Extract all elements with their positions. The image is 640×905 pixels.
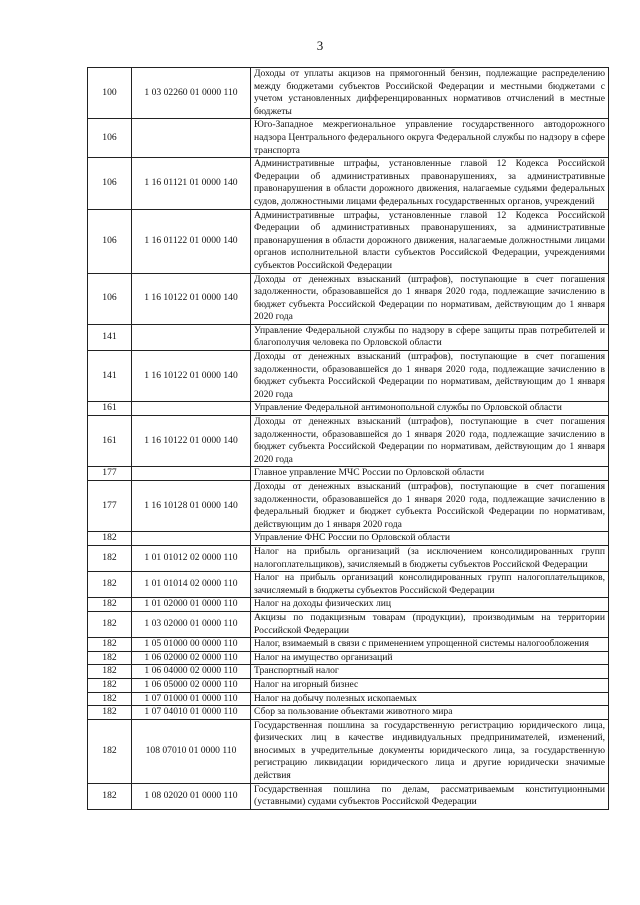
- table-row: [88, 783, 609, 809]
- budget-code-cell: 1 06 04000 02 0000 110: [132, 665, 251, 679]
- budget-code-cell: 108 07010 01 0000 110: [132, 719, 251, 783]
- revenue-name-cell: Налог, взимаемый в связи с применением упрощенной системы налогообложения: [251, 638, 609, 652]
- admin-code-cell: 161: [88, 402, 132, 416]
- budget-code-cell: 1 07 04010 01 0000 110: [132, 706, 251, 720]
- table-row: [88, 481, 609, 532]
- budget-code-cell: 1 03 02000 01 0000 110: [132, 611, 251, 637]
- admin-code-cell: 106: [88, 158, 132, 209]
- revenue-name-cell: Доходы от уплаты акцизов на прямогонный бензин, подлежащие распределению между бюджетами субъектов Российской Федерации и местными бюджетами с учетом установленных дифференцированных нормативов отчислений в местные бюджеты: [251, 68, 609, 119]
- revenue-name-cell: Налог на игорный бизнес: [251, 678, 609, 692]
- budget-code-cell: 1 08 02020 01 0000 110: [132, 783, 251, 809]
- budget-code-cell: 1 06 05000 02 0000 110: [132, 678, 251, 692]
- budget-code-cell: 1 06 02000 02 0000 110: [132, 651, 251, 665]
- revenue-name-cell: Административные штрафы, установленные главой 12 Кодекса Российской Федерации об административных правонарушениях, за административные правонарушения в области дорожного движения, налагаемые судьями федеральных судов, должностными лицами федеральных государственных органов, учреждений: [251, 158, 609, 209]
- revenue-codes-table: [87, 67, 609, 810]
- table-row: [88, 158, 609, 209]
- revenue-name-cell: Государственная пошлина по делам, рассматриваемым конституционными (уставными) судами субъектов Российской Федерации: [251, 783, 609, 809]
- table-row: [88, 545, 609, 571]
- revenue-name-cell: Доходы от денежных взысканий (штрафов), поступающие в счет погашения задолженности, образовавшейся до 1 января 2020 года, подлежащие зачислению в бюджет субъекта Российской Федерации по нормативам, действующим до 1 января 2020 года: [251, 273, 609, 324]
- budget-code-cell: 1 16 10128 01 0000 140: [132, 481, 251, 532]
- table-row: [88, 719, 609, 783]
- admin-code-cell: 182: [88, 532, 132, 546]
- revenue-name-cell: Юго-Западное межрегиональное управление государственного автодорожного надзора Центрального федерального округа Федеральной службы по надзору в сфере транспорта: [251, 119, 609, 158]
- admin-code-cell: 182: [88, 611, 132, 637]
- table-row: [88, 119, 609, 158]
- revenue-name-cell: Налог на прибыль организаций консолидированных групп налогоплательщиков, зачисляемый в бюджеты субъектов Российской Федерации: [251, 572, 609, 598]
- admin-code-cell: 106: [88, 209, 132, 273]
- admin-code-cell: 182: [88, 783, 132, 809]
- page-number: 3: [316, 38, 324, 53]
- revenue-name-cell: Управление Федеральной службы по надзору в сфере защиты прав потребителей и благополучия человека по Орловской области: [251, 324, 609, 350]
- admin-code-cell: 182: [88, 678, 132, 692]
- revenue-name-cell: Главное управление МЧС России по Орловской области: [251, 467, 609, 481]
- budget-code-cell: 1 07 01000 01 0000 110: [132, 692, 251, 706]
- budget-code-cell: 1 01 01012 02 0000 110: [132, 545, 251, 571]
- admin-code-cell: 141: [88, 324, 132, 350]
- budget-code-cell: 1 01 01014 02 0000 110: [132, 572, 251, 598]
- admin-code-cell: 106: [88, 273, 132, 324]
- budget-code-cell: 1 16 01122 01 0000 140: [132, 209, 251, 273]
- admin-code-cell: 106: [88, 119, 132, 158]
- budget-code-cell: 1 16 10122 01 0000 140: [132, 351, 251, 402]
- admin-code-cell: 177: [88, 467, 132, 481]
- budget-code-cell: 1 16 01121 01 0000 140: [132, 158, 251, 209]
- table-row: [88, 638, 609, 652]
- table-row: [88, 467, 609, 481]
- table-row: [88, 665, 609, 679]
- revenue-name-cell: Государственная пошлина за государственную регистрацию юридического лица, физических лиц в качестве индивидуальных предпринимателей, изменений, вносимых в учредительные документы юридического лица, за государственную регистрацию ликвидации юридического лица и другие юридически значимые действия: [251, 719, 609, 783]
- revenue-name-cell: Управление Федеральной антимонопольной службы по Орловской области: [251, 402, 609, 416]
- revenue-name-cell: Налог на доходы физических лиц: [251, 598, 609, 612]
- admin-code-cell: 182: [88, 651, 132, 665]
- table-row: [88, 273, 609, 324]
- budget-code-cell: 1 16 10122 01 0000 140: [132, 416, 251, 467]
- revenue-name-cell: Административные штрафы, установленные главой 12 Кодекса Российской Федерации об административных правонарушениях, за административные правонарушения в области дорожного движения, налагаемые должностными лицами органов исполнительной власти субъектов Российской Федерации, учреждениями субъектов Российской Федерации: [251, 209, 609, 273]
- budget-code-cell: [132, 532, 251, 546]
- admin-code-cell: 182: [88, 638, 132, 652]
- budget-code-cell: [132, 324, 251, 350]
- admin-code-cell: 182: [88, 692, 132, 706]
- revenue-name-cell: Управление ФНС России по Орловской области: [251, 532, 609, 546]
- admin-code-cell: 182: [88, 665, 132, 679]
- table-row: [88, 351, 609, 402]
- admin-code-cell: 141: [88, 351, 132, 402]
- revenue-name-cell: Налог на добычу полезных ископаемых: [251, 692, 609, 706]
- budget-code-cell: 1 03 02260 01 0000 110: [132, 68, 251, 119]
- admin-code-cell: 182: [88, 706, 132, 720]
- revenue-name-cell: Доходы от денежных взысканий (штрафов), поступающие в счет погашения задолженности, образовавшейся до 1 января 2020 года, подлежащие зачислению в федеральный бюджет и бюджет субъекта Российской Федерации по нормативам, действующим до 1 января 2020 года: [251, 481, 609, 532]
- revenue-name-cell: Акцизы по подакцизным товарам (продукции), производимым на территории Российской Федерации: [251, 611, 609, 637]
- table-row: [88, 678, 609, 692]
- revenue-name-cell: Транспортный налог: [251, 665, 609, 679]
- admin-code-cell: 182: [88, 545, 132, 571]
- admin-code-cell: 182: [88, 598, 132, 612]
- admin-code-cell: 182: [88, 719, 132, 783]
- budget-code-cell: [132, 467, 251, 481]
- table-row: [88, 532, 609, 546]
- revenue-name-cell: Налог на прибыль организаций (за исключением консолидированных групп налогоплательщиков), зачисляемый в бюджеты субъектов Российской Федерации: [251, 545, 609, 571]
- table-row: [88, 416, 609, 467]
- revenue-name-cell: Сбор за пользование объектами животного мира: [251, 706, 609, 720]
- budget-code-cell: [132, 119, 251, 158]
- table-body: [88, 68, 609, 810]
- table-row: [88, 402, 609, 416]
- budget-code-cell: [132, 402, 251, 416]
- admin-code-cell: 161: [88, 416, 132, 467]
- admin-code-cell: 182: [88, 572, 132, 598]
- table-row: [88, 572, 609, 598]
- table-row: [88, 324, 609, 350]
- revenue-name-cell: Доходы от денежных взысканий (штрафов), поступающие в счет погашения задолженности, образовавшейся до 1 января 2020 года, подлежащие зачислению в бюджет субъекта Российской Федерации по нормативам, действующим до 1 января 2020 года: [251, 351, 609, 402]
- table-row: [88, 598, 609, 612]
- budget-code-cell: 1 05 01000 00 0000 110: [132, 638, 251, 652]
- admin-code-cell: 177: [88, 481, 132, 532]
- table-row: [88, 692, 609, 706]
- table-row: [88, 706, 609, 720]
- table-row: [88, 611, 609, 637]
- table-row: [88, 651, 609, 665]
- table-row: [88, 68, 609, 119]
- revenue-name-cell: Доходы от денежных взысканий (штрафов), поступающие в счет погашения задолженности, образовавшейся до 1 января 2020 года, подлежащие зачислению в бюджет субъекта Российской Федерации по нормативам, действующим до 1 января 2020 года: [251, 416, 609, 467]
- budget-code-cell: 1 01 02000 01 0000 110: [132, 598, 251, 612]
- table-row: [88, 209, 609, 273]
- admin-code-cell: 100: [88, 68, 132, 119]
- budget-code-cell: 1 16 10122 01 0000 140: [132, 273, 251, 324]
- revenue-name-cell: Налог на имущество организаций: [251, 651, 609, 665]
